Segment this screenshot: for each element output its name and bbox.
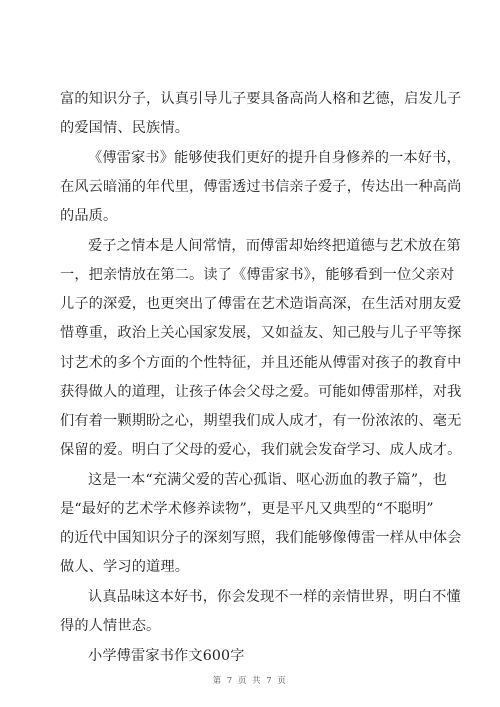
text-line: 爱子之情本是人间常情，而傅雷却始终把道德与艺术放在第 <box>88 238 461 254</box>
page-footer: 第 7 页 共 7 页 <box>212 676 288 686</box>
text-line: 的品质。 <box>60 208 118 224</box>
text-line: 的爱国情、民族情。 <box>60 120 190 136</box>
text-line: 们有着一颗期盼之心，期望我们成人成才，有一份浓浓的、毫无 <box>60 413 462 429</box>
text-line: 惜尊重，政治上关心国家发展，又如益友、知己般与儿子平等探 <box>60 325 462 341</box>
text-line: 获得做人的道理，让孩子体会父母之爱。可能如傅雷那样，对我 <box>60 384 462 400</box>
text-line: 在风云暗涌的年代里，傅雷透过书信亲子爱子，传达出一种高尚 <box>60 179 462 195</box>
text-line: 保留的爱。明白了父母的爱心，我们就会发奋学习、成人成才。 <box>60 442 462 458</box>
text-line: 认真品味这本好书，你会发现不一样的亲情世界，明白不懂 <box>88 589 461 605</box>
text-line: 的近代中国知识分子的深刻写照，我们能够像傅雷一样从中体会 <box>60 530 462 546</box>
text-line: 《傅雷家书》能够使我们更好的提升自身修养的一本好书， <box>88 150 461 166</box>
text-line: 儿子的深爱，也更突出了傅雷在艺术造诣高深，在生活对朋友爱 <box>60 296 462 312</box>
text-line: 一，把亲情放在第二。读了《傅雷家书》，能够看到一位父亲对 <box>60 267 455 283</box>
text-line: 讨艺术的多个方面的个性特征，并且还能从傅雷对孩子的教育中 <box>60 355 462 371</box>
text-line: 做人、学习的道理。 <box>60 559 190 575</box>
text-line: 这是一本“充满父爱的苦心孤诣、呕心沥血的教子篇”，也 <box>88 472 447 488</box>
text-line: 富的知识分子，认真引导儿子要具备高尚人格和艺德，启发儿子 <box>60 91 462 107</box>
section-title: 小学傅雷家书作文600字 <box>88 648 245 664</box>
text-line: 是“最好的艺术学术修养读物”，更是平凡又典型的“不聪明” <box>60 501 434 517</box>
text-line: 得的人情世态。 <box>60 618 161 634</box>
